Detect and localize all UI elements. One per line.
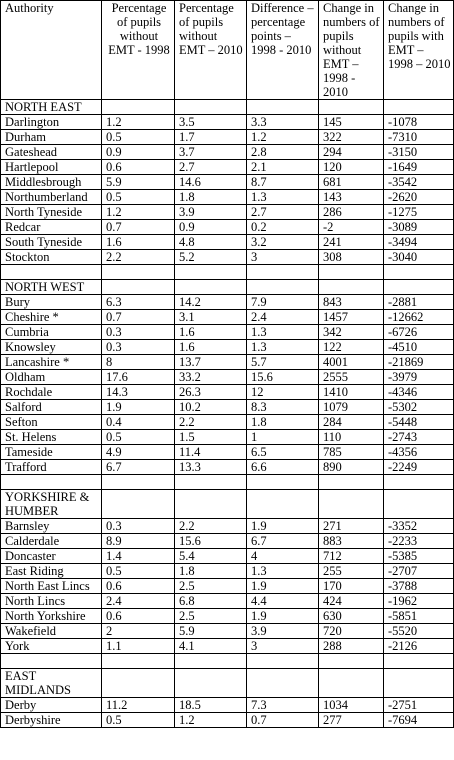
- spacer-cell: [102, 654, 175, 669]
- authority-cell: Trafford: [1, 460, 102, 475]
- value-cell: 1.1: [102, 639, 175, 654]
- authority-cell: East Riding: [1, 564, 102, 579]
- value-cell: 120: [319, 160, 384, 175]
- value-cell: 1.2: [102, 205, 175, 220]
- value-cell: 145: [319, 115, 384, 130]
- value-cell: 2.8: [247, 145, 319, 160]
- spacer-cell: [247, 265, 319, 280]
- value-cell: 1.6: [175, 325, 247, 340]
- value-cell: 12: [247, 385, 319, 400]
- region-empty-cell: [384, 280, 454, 295]
- value-cell: -5448: [384, 415, 454, 430]
- value-cell: 0.6: [102, 160, 175, 175]
- spacer-cell: [247, 654, 319, 669]
- region-empty-cell: [384, 669, 454, 698]
- value-cell: 5.9: [175, 624, 247, 639]
- value-cell: 6.5: [247, 445, 319, 460]
- value-cell: 277: [319, 713, 384, 728]
- header-pct-2010: Percentage of pupils without EMT – 2010: [175, 1, 247, 100]
- authority-cell: North Lincs: [1, 594, 102, 609]
- spacer-cell: [175, 654, 247, 669]
- spacer-cell: [319, 265, 384, 280]
- value-cell: 7.3: [247, 698, 319, 713]
- value-cell: 2: [102, 624, 175, 639]
- value-cell: 15.6: [247, 370, 319, 385]
- value-cell: -2: [319, 220, 384, 235]
- value-cell: 14.2: [175, 295, 247, 310]
- value-cell: -7694: [384, 713, 454, 728]
- value-cell: -1078: [384, 115, 454, 130]
- table-row: [1, 400, 454, 415]
- spacer-cell: [1, 475, 102, 490]
- value-cell: -7310: [384, 130, 454, 145]
- value-cell: 284: [319, 415, 384, 430]
- table-row: [1, 713, 454, 728]
- spacer-cell: [247, 475, 319, 490]
- value-cell: 1.9: [247, 609, 319, 624]
- authority-cell: Stockton: [1, 250, 102, 265]
- value-cell: 0.5: [102, 430, 175, 445]
- value-cell: 26.3: [175, 385, 247, 400]
- table-row: [1, 220, 454, 235]
- region-empty-cell: [319, 669, 384, 698]
- value-cell: 241: [319, 235, 384, 250]
- value-cell: 2.7: [247, 205, 319, 220]
- value-cell: 5.2: [175, 250, 247, 265]
- value-cell: 3: [247, 250, 319, 265]
- table-row: [1, 325, 454, 340]
- value-cell: 3.2: [247, 235, 319, 250]
- spacer-cell: [384, 265, 454, 280]
- authority-cell: North East Lincs: [1, 579, 102, 594]
- authority-cell: Cumbria: [1, 325, 102, 340]
- value-cell: -4346: [384, 385, 454, 400]
- value-cell: 890: [319, 460, 384, 475]
- value-cell: 785: [319, 445, 384, 460]
- value-cell: 7.9: [247, 295, 319, 310]
- value-cell: 1034: [319, 698, 384, 713]
- value-cell: 3.9: [175, 205, 247, 220]
- value-cell: -2751: [384, 698, 454, 713]
- table-row: [1, 624, 454, 639]
- value-cell: 8: [102, 355, 175, 370]
- value-cell: 1: [247, 430, 319, 445]
- region-empty-cell: [247, 490, 319, 519]
- value-cell: 1.2: [175, 713, 247, 728]
- value-cell: -2707: [384, 564, 454, 579]
- region-empty-cell: [102, 669, 175, 698]
- authority-cell: Bury: [1, 295, 102, 310]
- value-cell: 8.9: [102, 534, 175, 549]
- value-cell: -3979: [384, 370, 454, 385]
- value-cell: 720: [319, 624, 384, 639]
- value-cell: 11.4: [175, 445, 247, 460]
- region-label: NORTH EAST: [1, 100, 102, 115]
- header-change-with: Change in numbers of pupils with EMT – 1998 – 2010: [384, 1, 454, 100]
- value-cell: 3: [247, 639, 319, 654]
- value-cell: 4.9: [102, 445, 175, 460]
- value-cell: -3352: [384, 519, 454, 534]
- table-row: [1, 340, 454, 355]
- value-cell: 6.6: [247, 460, 319, 475]
- header-change-without: Change in numbers of pupils without EMT – 1998 - 2010: [319, 1, 384, 100]
- region-label: YORKSHIRE & HUMBER: [1, 490, 102, 519]
- value-cell: 0.6: [102, 609, 175, 624]
- table-row: [1, 639, 454, 654]
- table-row: [1, 295, 454, 310]
- spacer-cell: [175, 265, 247, 280]
- table-row: [1, 564, 454, 579]
- table-row: [1, 519, 454, 534]
- value-cell: -3040: [384, 250, 454, 265]
- value-cell: 0.3: [102, 340, 175, 355]
- value-cell: -2881: [384, 295, 454, 310]
- value-cell: 14.6: [175, 175, 247, 190]
- authority-cell: Hartlepool: [1, 160, 102, 175]
- value-cell: 0.7: [247, 713, 319, 728]
- table-row: [1, 235, 454, 250]
- value-cell: -4356: [384, 445, 454, 460]
- region-empty-cell: [247, 100, 319, 115]
- table-row: [1, 430, 454, 445]
- value-cell: 0.4: [102, 415, 175, 430]
- value-cell: 342: [319, 325, 384, 340]
- value-cell: 18.5: [175, 698, 247, 713]
- table-row: [1, 445, 454, 460]
- authority-cell: North Yorkshire: [1, 609, 102, 624]
- header-pct-1998: Percentage of pupils without EMT - 1998: [102, 1, 175, 100]
- value-cell: 6.8: [175, 594, 247, 609]
- value-cell: 630: [319, 609, 384, 624]
- value-cell: -5385: [384, 549, 454, 564]
- value-cell: 33.2: [175, 370, 247, 385]
- value-cell: 1.9: [247, 579, 319, 594]
- table-row: [1, 549, 454, 564]
- table-row: [1, 460, 454, 475]
- header-row: [1, 1, 454, 100]
- table-row: [1, 385, 454, 400]
- value-cell: 1.3: [247, 190, 319, 205]
- value-cell: 1.8: [175, 190, 247, 205]
- value-cell: 4.8: [175, 235, 247, 250]
- value-cell: 2.5: [175, 609, 247, 624]
- value-cell: 1.3: [247, 340, 319, 355]
- value-cell: 5.9: [102, 175, 175, 190]
- value-cell: 1.6: [102, 235, 175, 250]
- table-row: [1, 175, 454, 190]
- table-row: [1, 609, 454, 624]
- region-row: [1, 100, 454, 115]
- value-cell: 6.3: [102, 295, 175, 310]
- authority-cell: York: [1, 639, 102, 654]
- table-row: [1, 115, 454, 130]
- spacer-cell: [384, 654, 454, 669]
- value-cell: 11.2: [102, 698, 175, 713]
- region-empty-cell: [247, 280, 319, 295]
- value-cell: 322: [319, 130, 384, 145]
- region-empty-cell: [175, 280, 247, 295]
- value-cell: 13.7: [175, 355, 247, 370]
- value-cell: 2.2: [175, 519, 247, 534]
- value-cell: 1.8: [175, 564, 247, 579]
- value-cell: -2233: [384, 534, 454, 549]
- value-cell: 1410: [319, 385, 384, 400]
- value-cell: 0.9: [175, 220, 247, 235]
- authority-cell: Derby: [1, 698, 102, 713]
- value-cell: 1.5: [175, 430, 247, 445]
- value-cell: -2620: [384, 190, 454, 205]
- spacer-cell: [102, 265, 175, 280]
- value-cell: 1.4: [102, 549, 175, 564]
- table-row: [1, 250, 454, 265]
- value-cell: 424: [319, 594, 384, 609]
- value-cell: -6726: [384, 325, 454, 340]
- value-cell: 143: [319, 190, 384, 205]
- value-cell: 8.7: [247, 175, 319, 190]
- value-cell: 681: [319, 175, 384, 190]
- value-cell: 1.7: [175, 130, 247, 145]
- value-cell: 14.3: [102, 385, 175, 400]
- authority-cell: Northumberland: [1, 190, 102, 205]
- value-cell: 2.1: [247, 160, 319, 175]
- value-cell: 3.7: [175, 145, 247, 160]
- value-cell: 0.5: [102, 713, 175, 728]
- value-cell: 0.3: [102, 519, 175, 534]
- value-cell: 0.5: [102, 130, 175, 145]
- value-cell: 0.7: [102, 310, 175, 325]
- authority-cell: North Tyneside: [1, 205, 102, 220]
- value-cell: 1457: [319, 310, 384, 325]
- authority-cell: Sefton: [1, 415, 102, 430]
- value-cell: 0.5: [102, 190, 175, 205]
- value-cell: 13.3: [175, 460, 247, 475]
- authority-cell: St. Helens: [1, 430, 102, 445]
- region-label: EAST MIDLANDS: [1, 669, 102, 698]
- value-cell: 6.7: [247, 534, 319, 549]
- value-cell: 1.3: [247, 564, 319, 579]
- value-cell: 5.4: [175, 549, 247, 564]
- value-cell: 2.4: [247, 310, 319, 325]
- value-cell: 2.4: [102, 594, 175, 609]
- value-cell: 286: [319, 205, 384, 220]
- value-cell: -1649: [384, 160, 454, 175]
- table-row: [1, 534, 454, 549]
- value-cell: 4.1: [175, 639, 247, 654]
- header-difference: Difference – percentage points – 1998 - 2010: [247, 1, 319, 100]
- value-cell: 0.9: [102, 145, 175, 160]
- value-cell: 3.1: [175, 310, 247, 325]
- value-cell: 4.4: [247, 594, 319, 609]
- value-cell: -5851: [384, 609, 454, 624]
- authority-cell: Gateshead: [1, 145, 102, 160]
- value-cell: 15.6: [175, 534, 247, 549]
- region-empty-cell: [175, 669, 247, 698]
- value-cell: 255: [319, 564, 384, 579]
- value-cell: -5520: [384, 624, 454, 639]
- region-empty-cell: [102, 100, 175, 115]
- value-cell: -3150: [384, 145, 454, 160]
- value-cell: -3788: [384, 579, 454, 594]
- value-cell: 294: [319, 145, 384, 160]
- value-cell: 8.3: [247, 400, 319, 415]
- value-cell: 1.8: [247, 415, 319, 430]
- spacer-row: [1, 654, 454, 669]
- region-empty-cell: [175, 100, 247, 115]
- region-empty-cell: [384, 100, 454, 115]
- value-cell: -3494: [384, 235, 454, 250]
- value-cell: 1.9: [247, 519, 319, 534]
- spacer-row: [1, 475, 454, 490]
- table-row: [1, 594, 454, 609]
- region-empty-cell: [319, 280, 384, 295]
- region-empty-cell: [102, 490, 175, 519]
- spacer-cell: [1, 265, 102, 280]
- authority-cell: Middlesbrough: [1, 175, 102, 190]
- value-cell: -21869: [384, 355, 454, 370]
- value-cell: 883: [319, 534, 384, 549]
- value-cell: -12662: [384, 310, 454, 325]
- value-cell: 712: [319, 549, 384, 564]
- spacer-cell: [175, 475, 247, 490]
- value-cell: 288: [319, 639, 384, 654]
- value-cell: -4510: [384, 340, 454, 355]
- value-cell: 308: [319, 250, 384, 265]
- value-cell: -2743: [384, 430, 454, 445]
- value-cell: 843: [319, 295, 384, 310]
- authority-cell: Salford: [1, 400, 102, 415]
- authority-cell: Cheshire *: [1, 310, 102, 325]
- spacer-cell: [102, 475, 175, 490]
- value-cell: 4: [247, 549, 319, 564]
- value-cell: -1275: [384, 205, 454, 220]
- value-cell: 0.6: [102, 579, 175, 594]
- value-cell: 3.3: [247, 115, 319, 130]
- value-cell: 2.5: [175, 579, 247, 594]
- table-row: [1, 698, 454, 713]
- value-cell: 2.2: [102, 250, 175, 265]
- authority-cell: Doncaster: [1, 549, 102, 564]
- spacer-cell: [319, 654, 384, 669]
- authority-cell: Calderdale: [1, 534, 102, 549]
- authority-cell: Tameside: [1, 445, 102, 460]
- region-empty-cell: [319, 100, 384, 115]
- region-label: NORTH WEST: [1, 280, 102, 295]
- value-cell: 1079: [319, 400, 384, 415]
- table-row: [1, 205, 454, 220]
- value-cell: 4001: [319, 355, 384, 370]
- authority-cell: South Tyneside: [1, 235, 102, 250]
- table-row: [1, 310, 454, 325]
- value-cell: 0.3: [102, 325, 175, 340]
- table-row: [1, 130, 454, 145]
- authority-cell: Lancashire *: [1, 355, 102, 370]
- region-empty-cell: [102, 280, 175, 295]
- authority-cell: Durham: [1, 130, 102, 145]
- region-row: [1, 669, 454, 698]
- value-cell: 122: [319, 340, 384, 355]
- value-cell: 1.6: [175, 340, 247, 355]
- value-cell: 110: [319, 430, 384, 445]
- value-cell: 3.5: [175, 115, 247, 130]
- authority-cell: Rochdale: [1, 385, 102, 400]
- authority-cell: Oldham: [1, 370, 102, 385]
- value-cell: 17.6: [102, 370, 175, 385]
- value-cell: -2126: [384, 639, 454, 654]
- value-cell: 2.2: [175, 415, 247, 430]
- spacer-row: [1, 265, 454, 280]
- value-cell: 5.7: [247, 355, 319, 370]
- value-cell: 0.2: [247, 220, 319, 235]
- spacer-cell: [319, 475, 384, 490]
- table-row: [1, 160, 454, 175]
- region-row: [1, 490, 454, 519]
- value-cell: -5302: [384, 400, 454, 415]
- header-authority: Authority: [1, 1, 102, 100]
- value-cell: 6.7: [102, 460, 175, 475]
- value-cell: -1962: [384, 594, 454, 609]
- spacer-cell: [1, 654, 102, 669]
- authority-cell: Redcar: [1, 220, 102, 235]
- region-row: [1, 280, 454, 295]
- value-cell: -3542: [384, 175, 454, 190]
- table-row: [1, 355, 454, 370]
- region-empty-cell: [384, 490, 454, 519]
- region-empty-cell: [319, 490, 384, 519]
- value-cell: 2.7: [175, 160, 247, 175]
- value-cell: -3089: [384, 220, 454, 235]
- table-body: [1, 1, 454, 728]
- authority-cell: Darlington: [1, 115, 102, 130]
- value-cell: 10.2: [175, 400, 247, 415]
- value-cell: -2249: [384, 460, 454, 475]
- table-row: [1, 415, 454, 430]
- value-cell: 2555: [319, 370, 384, 385]
- value-cell: 170: [319, 579, 384, 594]
- authority-cell: Wakefield: [1, 624, 102, 639]
- value-cell: 271: [319, 519, 384, 534]
- value-cell: 1.2: [247, 130, 319, 145]
- value-cell: 1.3: [247, 325, 319, 340]
- table-row: [1, 579, 454, 594]
- table-row: [1, 190, 454, 205]
- value-cell: 3.9: [247, 624, 319, 639]
- spacer-cell: [384, 475, 454, 490]
- value-cell: 0.7: [102, 220, 175, 235]
- value-cell: 1.2: [102, 115, 175, 130]
- region-empty-cell: [247, 669, 319, 698]
- table-row: [1, 145, 454, 160]
- region-empty-cell: [175, 490, 247, 519]
- value-cell: 0.5: [102, 564, 175, 579]
- table-row: [1, 370, 454, 385]
- value-cell: 1.9: [102, 400, 175, 415]
- authority-cell: Knowsley: [1, 340, 102, 355]
- authority-cell: Barnsley: [1, 519, 102, 534]
- authority-cell: Derbyshire: [1, 713, 102, 728]
